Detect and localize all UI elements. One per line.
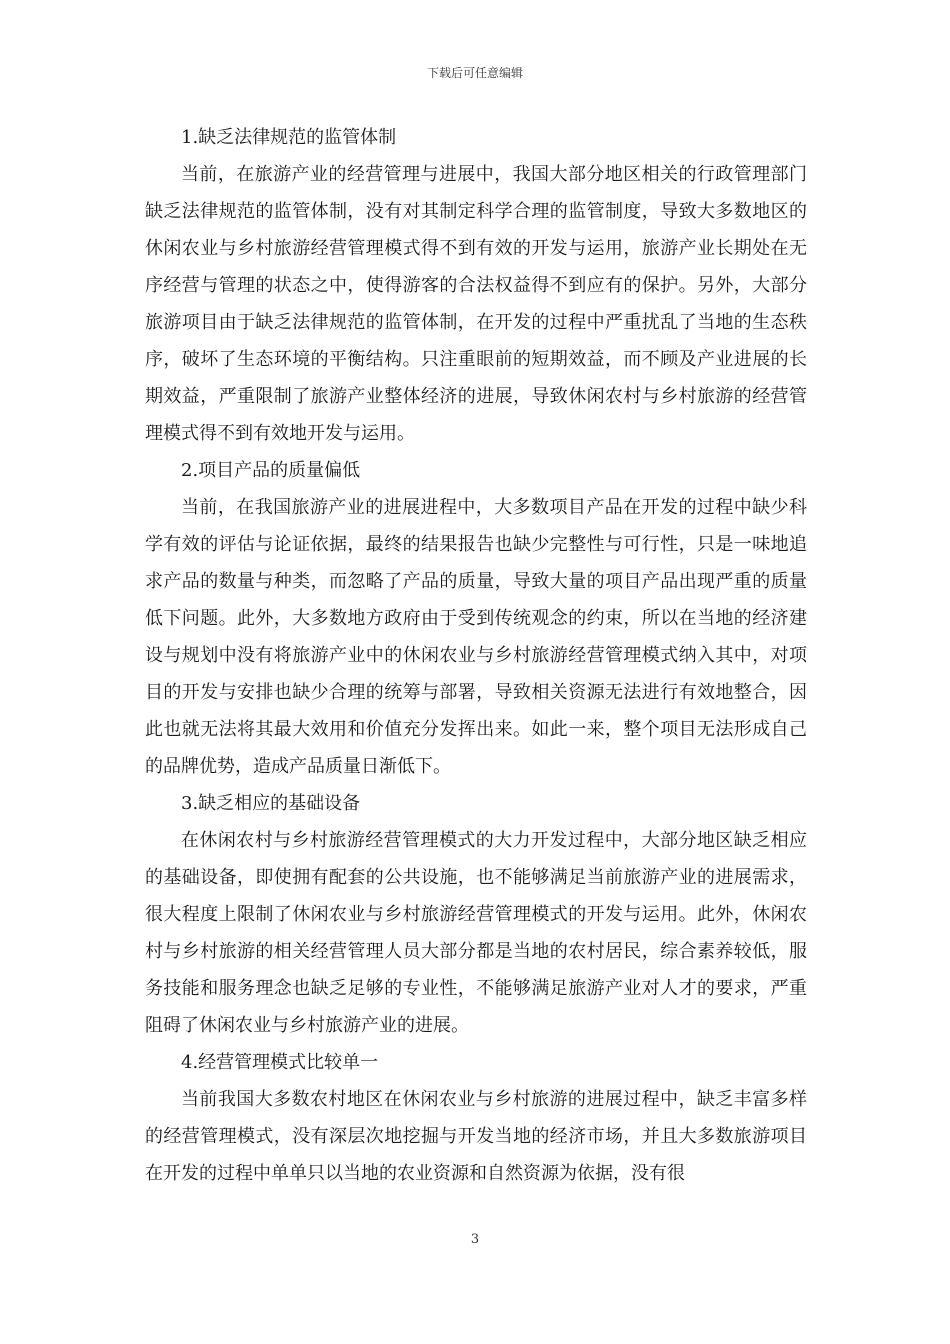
section-heading: 3.缺乏相应的基础设备 (181, 793, 361, 814)
section-heading: 4.经营管理模式比较单一 (181, 1052, 379, 1073)
section-heading: 2.项目产品的质量偏低 (181, 460, 361, 481)
document-body (145, 119, 807, 1192)
section-paragraph: 当前我国大多数农村地区在休闲农业与乡村旅游的进展过程中，缺乏丰富多样的经营管理模式，没有深层次地挖掘与开发当地的经济市场，并且大多数旅游项目在开发的过程中单单只以当地的农业资源和自然资源为依据，没有很 (145, 1089, 807, 1184)
page-header: 下载后可任意编辑 (426, 66, 523, 80)
section-heading: 1.缺乏法律规范的监管体制 (181, 127, 397, 148)
section-paragraph: 当前，在旅游产业的经营管理与进展中，我国大部分地区相关的行政管理部门缺乏法律规范的监管体制，没有对其制定科学合理的监管制度，导致大多数地区的休闲农业与乡村旅游经营管理模式得不到有效的开发与运用，旅游产业长期处在无序经营与管理的状态之中，使得游客的合法权益得不到应有的保护。另外，大部分旅游项目由于缺乏法律规范的监管体制，在开发的过程中严重扰乱了当地的生态秩序，破坏了生态环境的平衡结构。只注重眼前的短期效益，而不顾及产业进展的长期效益，严重限制了旅游产业整体经济的进展，导致休闲农村与乡村旅游的经营管理模式得不到有效地开发与运用。 (145, 164, 807, 444)
section-paragraph: 在休闲农村与乡村旅游经营管理模式的大力开发过程中，大部分地区缺乏相应的基础设备，即使拥有配套的公共设施，也不能够满足当前旅游产业的进展需求，很大程度上限制了休闲农业与乡村旅游经营管理模式的开发与运用。此外，休闲农村与乡村旅游的相关经营管理人员大部分都是当地的农村居民，综合素养较低，服务技能和服务理念也缺乏足够的专业性，不能够满足旅游产业对人才的要求，严重阻碍了休闲农业与乡村旅游产业的进展。 (145, 830, 807, 1036)
section-paragraph: 当前，在我国旅游产业的进展进程中，大多数项目产品在开发的过程中缺少科学有效的评估与论证依据，最终的结果报告也缺少完整性与可行性，只是一味地追求产品的数量与种类，而忽略了产品的质量，导致大量的项目产品出现严重的质量低下问题。此外，大多数地方政府由于受到传统观念的约束，所以在当地的经济建设与规划中没有将旅游产业中的休闲农业与乡村旅游经营管理模式纳入其中，对项目的开发与安排也缺少合理的统筹与部署，导致相关资源无法进行有效地整合，因此也就无法将其最大效用和价值充分发挥出来。如此一来，整个项目无法形成自己的品牌优势，造成产品质量日渐低下。 (145, 497, 807, 777)
page-number: 3 (470, 1232, 480, 1247)
